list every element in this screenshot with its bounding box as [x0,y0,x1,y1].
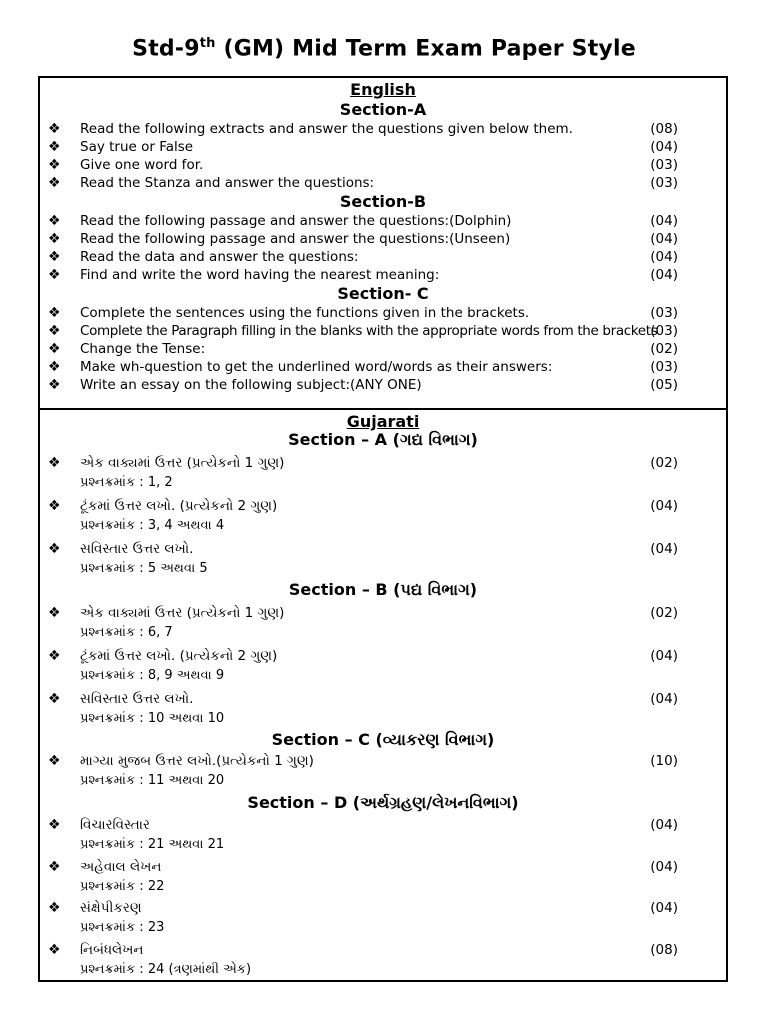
marks-value: (04) [650,139,678,155]
question-text: Read the following extracts and answer the questions given below them. [80,121,573,137]
question-numbers: પ્રશ્નક્રમાંક : 1, 2 [80,475,173,490]
marks-value: (03) [650,323,678,339]
question-row [40,358,726,376]
bullet-icon: ❖ [48,691,61,707]
question-numbers: પ્રશ્નક્રમાંક : 10 અથવા 10 [80,711,225,726]
question-numbers: પ્રશ્નક્રમાંક : 11 અથવા 20 [80,773,225,788]
question-text: સંક્ષેપીકરણ [80,900,142,916]
question-row [40,174,726,192]
marks-value: (03) [650,305,678,321]
bullet-icon: ❖ [48,139,61,155]
question-numbers: પ્રશ્નક્રમાંક : 8, 9 અથવા 9 [80,668,225,683]
marks-value: (04) [650,498,678,514]
question-row [40,230,726,248]
subject-heading-text: Gujarati [346,412,420,431]
marks-value: (05) [650,377,678,393]
question-text: વિચારવિસ્તાર [80,817,150,833]
bullet-icon: ❖ [48,817,61,833]
section-heading: Section- C [337,284,429,303]
bullet-icon: ❖ [48,267,61,283]
question-text: Write an essay on the following subject:(ANY ONE) [80,377,422,393]
bullet-icon: ❖ [48,498,61,514]
question-row [40,858,726,876]
page-title: Std-9th (GM) Mid Term Exam Paper Style [132,36,636,62]
question-row [40,690,726,708]
bullet-icon: ❖ [48,648,61,664]
question-text: Say true or False [80,139,194,155]
question-row [40,248,726,266]
question-row [40,266,726,284]
section-heading: Section – A (ગદ્ય વિભાગ) [288,430,478,449]
bullet-icon: ❖ [48,121,61,137]
question-text: Find and write the word having the nearest meaning: [80,267,440,283]
question-row [40,340,726,358]
question-row [40,752,726,770]
marks-value: (10) [650,753,678,769]
bullet-icon: ❖ [48,157,61,173]
question-numbers: પ્રશ્નક્રમાંક : 22 [80,878,165,894]
marks-value: (04) [650,267,678,283]
question-text: સવિસ્તાર ઉત્તર લખો. [80,541,194,557]
bullet-icon: ❖ [48,249,61,265]
english-section-box [38,76,728,410]
subject-heading-text: English [350,80,416,99]
question-text: Read the following passage and answer the questions:(Dolphin) [80,213,512,229]
bullet-icon: ❖ [48,541,61,557]
question-row [40,322,726,340]
question-row [40,497,726,515]
bullet-icon: ❖ [48,455,61,471]
question-row [40,604,726,622]
marks-value: (04) [650,541,678,557]
bullet-icon: ❖ [48,341,61,357]
question-numbers: પ્રશ્નક્રમાંક : 6, 7 [80,625,173,640]
bullet-icon: ❖ [48,858,61,875]
bullet-icon: ❖ [48,175,61,191]
question-text: Complete the Paragraph filling in the blanks with the appropriate words from the brackets [80,323,658,339]
question-text: Read the following passage and answer the questions:(Unseen) [80,231,511,247]
question-text: Give one word for. [80,157,204,173]
bullet-icon: ❖ [48,231,61,247]
marks-value: (04) [650,231,678,247]
question-row [40,376,726,394]
question-text: Complete the sentences using the functions given in the brackets. [80,305,530,321]
bullet-icon: ❖ [48,377,61,393]
question-text: સવિસ્તાર ઉત્તર લખો. [80,691,194,707]
marks-value: (08) [650,121,678,137]
question-row [40,138,726,156]
marks-value: (04) [650,249,678,265]
marks-value: (02) [650,605,678,621]
question-row [40,941,726,959]
bullet-icon: ❖ [48,941,61,958]
marks-value: (02) [650,341,678,357]
question-text: માગ્યા મુજબ ઉત્તર લખો.(પ્રત્યેકનો 1 ગુણ) [80,753,314,769]
bullet-icon: ❖ [48,305,61,321]
question-text: અહેવાલ લેખન [80,858,162,875]
marks-value: (03) [650,359,678,375]
marks-value: (03) [650,157,678,173]
marks-value: (04) [650,900,678,916]
question-numbers: પ્રશ્નક્રમાંક : 3, 4 અથવા 4 [80,518,225,533]
question-row [40,212,726,230]
question-text: Read the data and answer the questions: [80,249,359,265]
section-heading: Section-A [339,100,427,119]
question-row [40,647,726,665]
bullet-icon: ❖ [48,359,61,375]
section-heading: Section – B (પદ્ય વિભાગ) [288,580,478,599]
question-text: Change the Tense: [80,341,206,357]
marks-value: (04) [650,858,678,875]
question-text: Read the Stanza and answer the questions: [80,175,375,191]
bullet-icon: ❖ [48,900,61,916]
subject-heading-gujarati [40,412,726,431]
question-row [40,304,726,322]
question-row [40,156,726,174]
bullet-icon: ❖ [48,323,61,339]
question-row [40,540,726,558]
marks-value: (02) [650,455,678,471]
question-numbers: પ્રશ્નક્રમાંક : 5 અથવા 5 [80,561,208,576]
question-text: એક વાક્યમાં ઉત્તર (પ્રત્યેકનો 1 ગુણ) [80,455,285,471]
question-numbers: પ્રશ્નક્રમાંક : 24 (ત્રણમાંથી એક) [80,961,252,977]
section-heading: Section – C (વ્યાકરણ વિભાગ) [271,730,495,749]
marks-value: (04) [650,691,678,707]
bullet-icon: ❖ [48,605,61,621]
question-row [40,454,726,472]
question-row [40,120,726,138]
marks-value: (04) [650,817,678,833]
marks-value: (08) [650,941,678,958]
question-row [40,899,726,917]
question-text: ટૂંકમાં ઉત્તર લખો. (પ્રત્યેકનો 2 ગુણ) [80,648,278,664]
question-text: Make wh-question to get the underlined word/words as their answers: [80,359,553,375]
subject-heading-english [40,80,726,99]
question-text: એક વાક્યમાં ઉત્તર (પ્રત્યેકનો 1 ગુણ) [80,605,285,621]
marks-value: (03) [650,175,678,191]
question-text: નિબંધલેખન [80,941,144,958]
question-numbers: પ્રશ્નક્રમાંક : 21 અથવા 21 [80,837,225,852]
section-heading: Section-B [339,192,427,211]
question-text: ટૂંકમાં ઉત્તર લખો. (પ્રત્યેકનો 2 ગુણ) [80,498,278,514]
question-row [40,816,726,834]
bullet-icon: ❖ [48,753,61,769]
marks-value: (04) [650,648,678,664]
section-heading: Section – D (અર્થગ્રહણ/લેખનવિભાગ) [247,793,519,812]
question-numbers: પ્રશ્નક્રમાંક : 23 [80,920,165,935]
marks-value: (04) [650,213,678,229]
bullet-icon: ❖ [48,213,61,229]
gujarati-section-box [38,408,728,982]
